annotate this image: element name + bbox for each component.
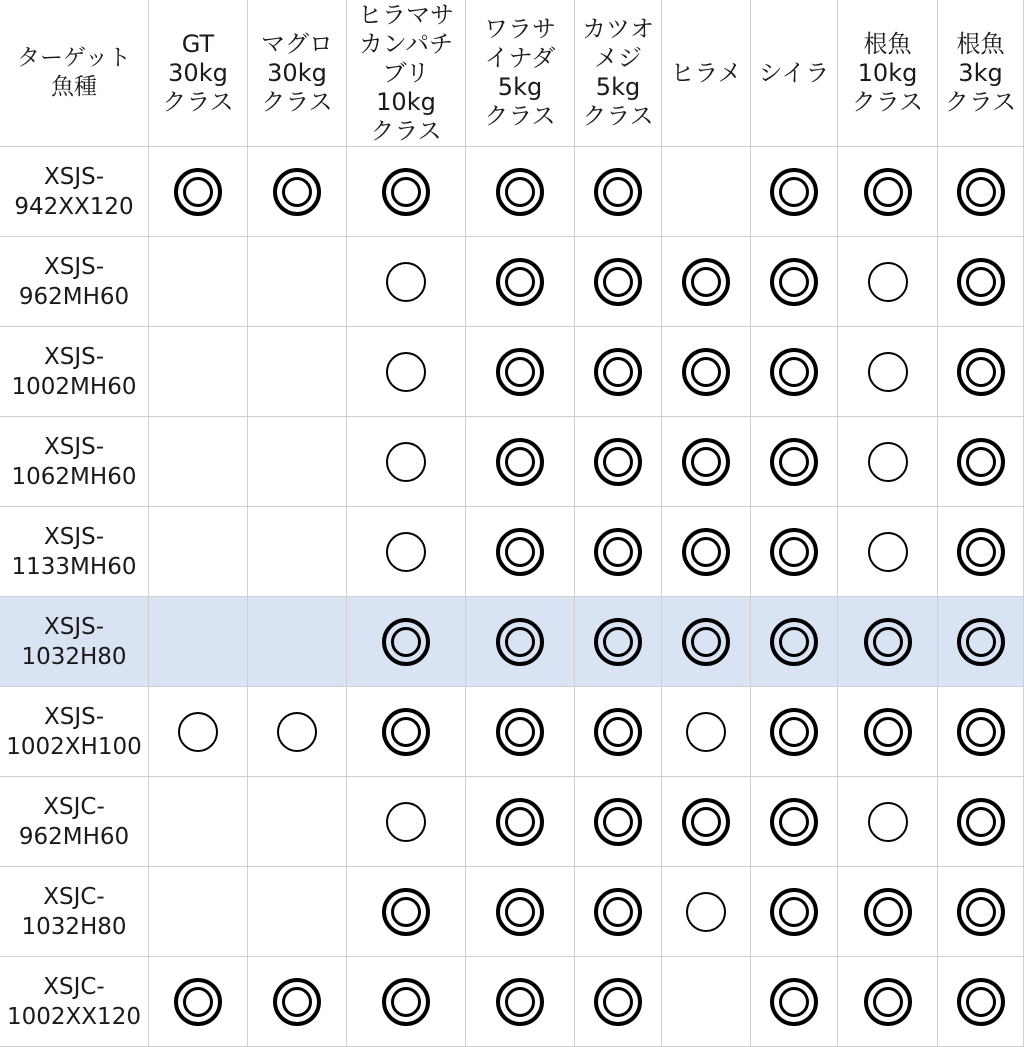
single-circle-mark (868, 442, 908, 482)
rating-cell (662, 687, 751, 777)
rating-cell (347, 507, 466, 597)
rating-cell (466, 777, 575, 867)
double-circle-mark (682, 438, 730, 486)
rating-cell (751, 687, 838, 777)
column-header: カツオ メジ 5kg クラス (575, 0, 662, 147)
single-circle-mark (178, 712, 218, 752)
double-circle-mark (770, 528, 818, 576)
double-circle-mark (174, 978, 222, 1026)
rating-cell (347, 147, 466, 237)
rating-cell (248, 327, 347, 417)
rating-cell (838, 597, 938, 687)
double-circle-mark (594, 348, 642, 396)
double-circle-mark (864, 618, 912, 666)
rating-cell (149, 687, 248, 777)
rating-cell (149, 597, 248, 687)
double-circle-mark (770, 708, 818, 756)
single-circle-mark (386, 262, 426, 302)
rating-cell (575, 597, 662, 687)
rating-cell (248, 597, 347, 687)
double-circle-mark (273, 978, 321, 1026)
double-circle-mark (957, 528, 1005, 576)
rating-cell (575, 687, 662, 777)
double-circle-mark (957, 438, 1005, 486)
rating-cell (248, 867, 347, 957)
double-circle-mark (682, 618, 730, 666)
column-header: シイラ (751, 0, 838, 147)
double-circle-mark (273, 168, 321, 216)
double-circle-mark (496, 438, 544, 486)
single-circle-mark (277, 712, 317, 752)
double-circle-mark (770, 978, 818, 1026)
double-circle-mark (496, 618, 544, 666)
double-circle-mark (382, 978, 430, 1026)
rating-cell (838, 867, 938, 957)
rating-cell (575, 507, 662, 597)
rating-cell (751, 237, 838, 327)
double-circle-mark (957, 168, 1005, 216)
rating-cell (347, 597, 466, 687)
rating-cell (838, 237, 938, 327)
rating-cell (662, 417, 751, 507)
row-model-name: XSJS- 1133MH60 (0, 507, 149, 597)
rating-cell (575, 957, 662, 1047)
rating-cell (838, 507, 938, 597)
column-header: ヒラマサ カンパチ ブリ 10kg クラス (347, 0, 466, 147)
rating-cell (751, 417, 838, 507)
double-circle-mark (496, 528, 544, 576)
rating-cell (248, 147, 347, 237)
double-circle-mark (496, 168, 544, 216)
rating-cell (466, 687, 575, 777)
rating-cell (751, 597, 838, 687)
double-circle-mark (496, 888, 544, 936)
double-circle-mark (496, 798, 544, 846)
rating-cell (347, 237, 466, 327)
double-circle-mark (594, 528, 642, 576)
double-circle-mark (682, 258, 730, 306)
rating-cell (575, 867, 662, 957)
rating-cell (575, 237, 662, 327)
double-circle-mark (382, 708, 430, 756)
row-model-name: XSJS- 1032H80 (0, 597, 149, 687)
rating-cell (466, 867, 575, 957)
column-header: 根魚 10kg クラス (838, 0, 938, 147)
rating-cell (938, 327, 1024, 417)
row-model-name: XSJC- 1002XX120 (0, 957, 149, 1047)
rating-cell (575, 147, 662, 237)
double-circle-mark (864, 708, 912, 756)
column-header: ワラサ イナダ 5kg クラス (466, 0, 575, 147)
column-header: GT 30kg クラス (149, 0, 248, 147)
rating-cell (248, 777, 347, 867)
rating-cell (149, 147, 248, 237)
rating-cell (838, 687, 938, 777)
rating-cell (662, 777, 751, 867)
single-circle-mark (868, 802, 908, 842)
double-circle-mark (770, 798, 818, 846)
double-circle-mark (496, 348, 544, 396)
target-fish-header: ターゲット 魚種 (0, 0, 149, 147)
rating-cell (938, 417, 1024, 507)
double-circle-mark (864, 168, 912, 216)
row-model-name: XSJC- 962MH60 (0, 777, 149, 867)
double-circle-mark (174, 168, 222, 216)
rating-cell (466, 237, 575, 327)
rating-cell (938, 957, 1024, 1047)
rating-cell (347, 957, 466, 1047)
rating-cell (662, 597, 751, 687)
double-circle-mark (594, 168, 642, 216)
rating-cell (248, 417, 347, 507)
single-circle-mark (868, 532, 908, 572)
double-circle-mark (770, 438, 818, 486)
rating-cell (149, 957, 248, 1047)
rating-cell (662, 867, 751, 957)
double-circle-mark (770, 348, 818, 396)
rating-cell (662, 327, 751, 417)
rating-cell (575, 777, 662, 867)
rating-cell (838, 417, 938, 507)
rating-cell (751, 867, 838, 957)
rating-cell (751, 507, 838, 597)
rating-cell (662, 147, 751, 237)
rating-cell (347, 327, 466, 417)
row-model-name: XSJS- 962MH60 (0, 237, 149, 327)
rating-cell (248, 507, 347, 597)
rating-cell (466, 957, 575, 1047)
rating-cell (575, 327, 662, 417)
rating-cell (149, 327, 248, 417)
rating-cell (248, 957, 347, 1047)
rating-cell (347, 777, 466, 867)
double-circle-mark (957, 618, 1005, 666)
double-circle-mark (382, 888, 430, 936)
column-header: ヒラメ (662, 0, 751, 147)
row-model-name: XSJS- 1002XH100 (0, 687, 149, 777)
single-circle-mark (868, 352, 908, 392)
rating-cell (466, 507, 575, 597)
rating-cell (575, 417, 662, 507)
double-circle-mark (594, 978, 642, 1026)
double-circle-mark (957, 888, 1005, 936)
rating-cell (466, 597, 575, 687)
rating-cell (938, 687, 1024, 777)
double-circle-mark (594, 438, 642, 486)
double-circle-mark (594, 798, 642, 846)
double-circle-mark (864, 888, 912, 936)
double-circle-mark (382, 168, 430, 216)
double-circle-mark (496, 978, 544, 1026)
rating-cell (938, 777, 1024, 867)
rating-cell (149, 867, 248, 957)
double-circle-mark (594, 258, 642, 306)
row-model-name: XSJS- 1002MH60 (0, 327, 149, 417)
double-circle-mark (682, 528, 730, 576)
rating-cell (938, 237, 1024, 327)
rating-cell (938, 147, 1024, 237)
rating-cell (149, 237, 248, 327)
single-circle-mark (686, 892, 726, 932)
rating-cell (838, 957, 938, 1047)
rating-cell (248, 687, 347, 777)
single-circle-mark (386, 442, 426, 482)
row-model-name: XSJS- 942XX120 (0, 147, 149, 237)
rating-cell (751, 147, 838, 237)
double-circle-mark (594, 888, 642, 936)
double-circle-mark (594, 708, 642, 756)
rating-cell (751, 957, 838, 1047)
rating-cell (466, 327, 575, 417)
rating-cell (838, 777, 938, 867)
double-circle-mark (682, 798, 730, 846)
rating-cell (662, 507, 751, 597)
single-circle-mark (386, 802, 426, 842)
row-model-name: XSJS- 1062MH60 (0, 417, 149, 507)
rating-cell (938, 597, 1024, 687)
double-circle-mark (770, 168, 818, 216)
single-circle-mark (386, 352, 426, 392)
rating-cell (248, 237, 347, 327)
rating-cell (466, 417, 575, 507)
single-circle-mark (386, 532, 426, 572)
rating-cell (751, 327, 838, 417)
rating-cell (149, 417, 248, 507)
rating-cell (149, 777, 248, 867)
double-circle-mark (382, 618, 430, 666)
rating-cell (938, 867, 1024, 957)
column-header: 根魚 3kg クラス (938, 0, 1024, 147)
double-circle-mark (864, 978, 912, 1026)
rating-cell (662, 237, 751, 327)
rating-cell (662, 957, 751, 1047)
rating-cell (347, 867, 466, 957)
double-circle-mark (957, 258, 1005, 306)
double-circle-mark (496, 258, 544, 306)
rating-cell (751, 777, 838, 867)
double-circle-mark (957, 708, 1005, 756)
double-circle-mark (770, 888, 818, 936)
double-circle-mark (957, 978, 1005, 1026)
double-circle-mark (957, 798, 1005, 846)
rating-cell (347, 687, 466, 777)
rating-cell (466, 147, 575, 237)
double-circle-mark (770, 258, 818, 306)
single-circle-mark (868, 262, 908, 302)
double-circle-mark (496, 708, 544, 756)
row-model-name: XSJC- 1032H80 (0, 867, 149, 957)
rating-cell (838, 147, 938, 237)
single-circle-mark (686, 712, 726, 752)
double-circle-mark (957, 348, 1005, 396)
double-circle-mark (770, 618, 818, 666)
rating-cell (347, 417, 466, 507)
rating-cell (838, 327, 938, 417)
column-header: マグロ 30kg クラス (248, 0, 347, 147)
rating-cell (938, 507, 1024, 597)
double-circle-mark (594, 618, 642, 666)
double-circle-mark (682, 348, 730, 396)
rating-cell (149, 507, 248, 597)
